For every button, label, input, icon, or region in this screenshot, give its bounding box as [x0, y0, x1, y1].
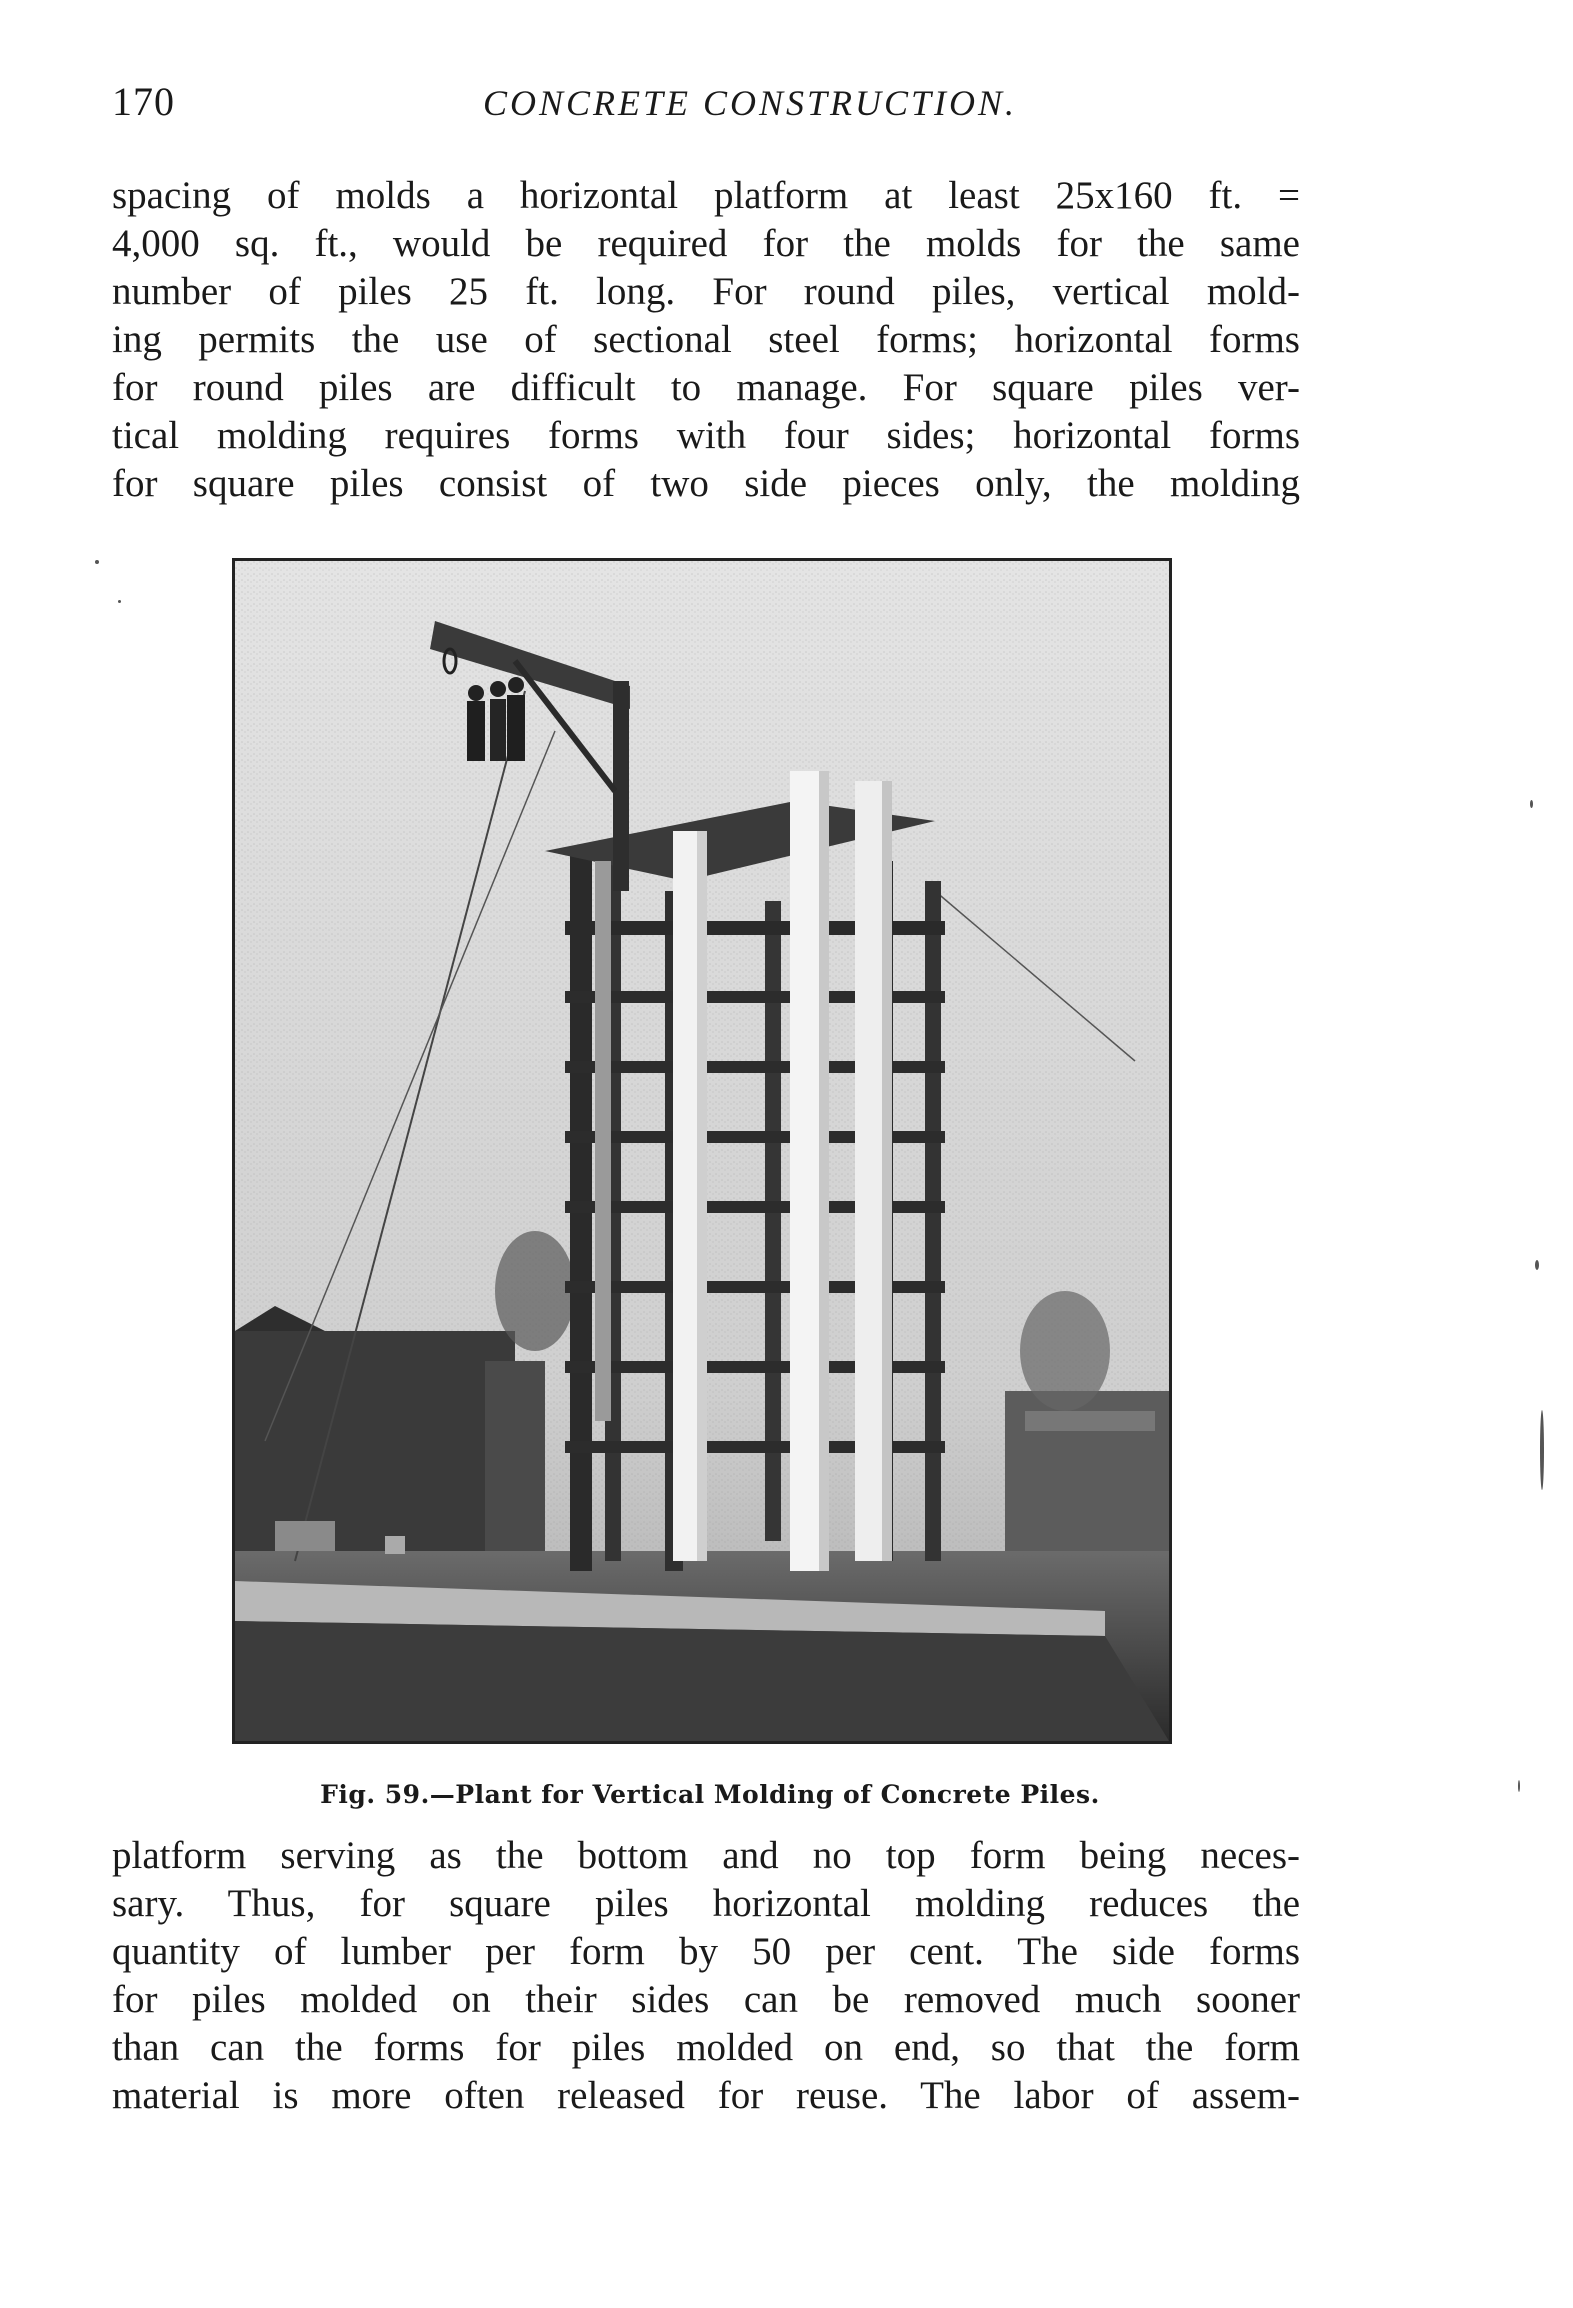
- text-line: sary. Thus, for square piles horizontal molding reduces the: [112, 1882, 1300, 1925]
- photo-illustration: [235, 561, 1169, 1741]
- scan-speck: [1518, 1780, 1520, 1792]
- figure-caption: Fig. 59.—Plant for Vertical Molding of Concrete Piles.: [320, 1780, 1100, 1809]
- scan-speck: [1530, 800, 1533, 808]
- text-line: for square piles consist of two side pieces only, the molding: [112, 462, 1300, 505]
- scan-speck: [1535, 1260, 1539, 1270]
- text-line: than can the forms for piles molded on end, so that the form: [112, 2026, 1300, 2069]
- paragraph-top: [112, 172, 1300, 508]
- text-line: number of piles 25 ft. long. For round piles, vertical mold-: [112, 270, 1300, 313]
- paragraph-bottom: [112, 1832, 1300, 2120]
- figure-photo: [232, 558, 1172, 1744]
- scan-speck: [1540, 1410, 1544, 1490]
- text-line: 4,000 sq. ft., would be required for the molds for the same: [112, 222, 1300, 265]
- text-line: platform serving as the bottom and no top form being neces-: [112, 1834, 1300, 1877]
- text-line: for round piles are difficult to manage. For square piles ver-: [112, 366, 1300, 409]
- scan-speck: [95, 560, 99, 564]
- text-line: tical molding requires forms with four sides; horizontal forms: [112, 414, 1300, 457]
- text-line: quantity of lumber per form by 50 per cent. The side forms: [112, 1930, 1300, 1973]
- running-title: CONCRETE CONSTRUCTION.: [482, 83, 1018, 123]
- text-line: for piles molded on their sides can be removed much sooner: [112, 1978, 1300, 2021]
- page-number: 170: [112, 79, 175, 124]
- scan-speck: [118, 600, 121, 603]
- text-line: ing permits the use of sectional steel forms; horizontal forms: [112, 318, 1300, 361]
- text-line: spacing of molds a horizontal platform at least 25x160 ft. =: [112, 174, 1300, 217]
- text-line: material is more often released for reuse. The labor of assem-: [112, 2074, 1300, 2117]
